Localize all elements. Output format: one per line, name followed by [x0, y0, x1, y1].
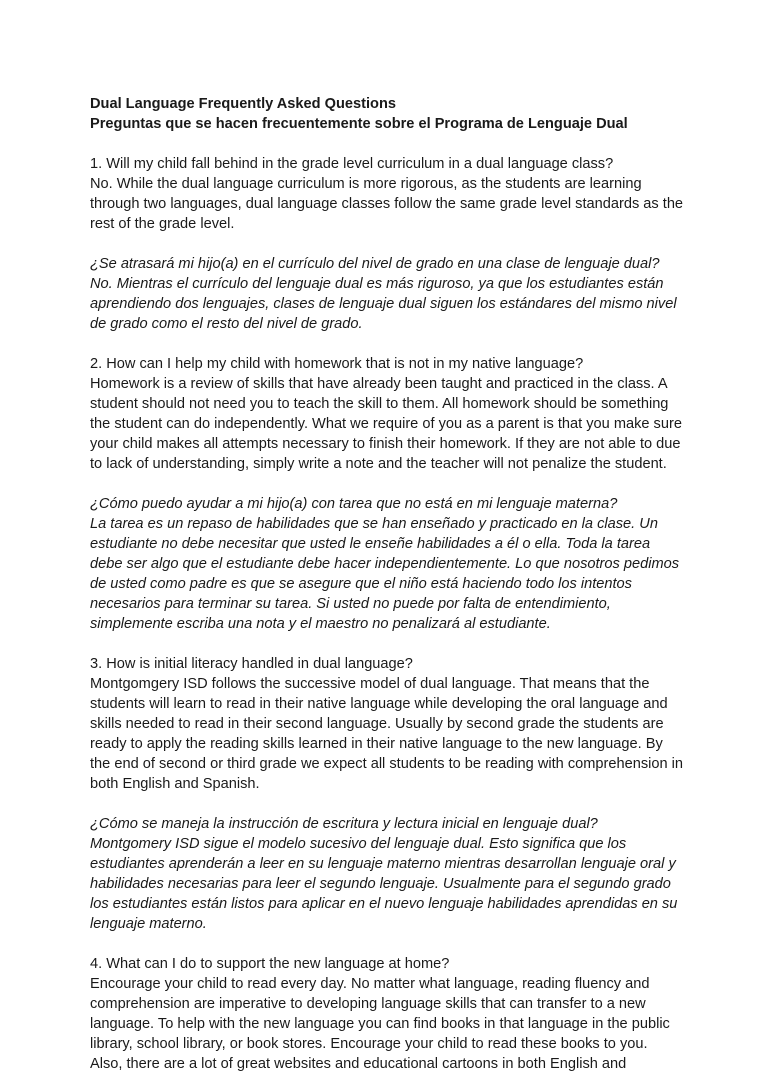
faq-answer-line: to lack of understanding, simply write a note and the teacher will not penalize the student.	[90, 456, 667, 472]
faq-answer-spanish	[90, 254, 730, 334]
faq-answer-line: the student can do independently. What we require of you as a parent is that you make sure	[90, 416, 682, 432]
faq-question: 1. Will my child fall behind in the grade level curriculum in a dual language class?	[90, 156, 614, 172]
faq-answer-line: rest of the grade level.	[90, 216, 235, 232]
faq-answer-line: language. To help with the new language you can find books in that language in the public	[90, 1016, 670, 1032]
faq-answer-line: Montgomgery ISD follows the successive model of dual language. That means that the	[90, 676, 650, 692]
faq-answer-line: simplemente escriba una nota y el maestro no penalizará al estudiante.	[90, 616, 551, 632]
faq-answer-line: necesarios para terminar su tarea. Si usted no puede por falta de entendimiento,	[90, 596, 611, 612]
faq-answer-line: both English and Spanish.	[90, 776, 260, 792]
faq-answer-line: de grado como el resto del nivel de grado.	[90, 316, 363, 332]
faq-answer-spanish	[90, 814, 730, 934]
faq-answer-line: No. Mientras el currículo del lenguaje dual es más riguroso, ya que los estudiantes están	[90, 276, 664, 292]
faq-answer-line: Also, there are a lot of great websites and educational cartoons in both English and	[90, 1056, 627, 1072]
faq-answer-line: through two languages, dual language classes follow the same grade level standards as the	[90, 196, 684, 212]
faq-sections	[90, 134, 730, 1074]
faq-question: ¿Cómo se maneja la instrucción de escritura y lectura inicial en lenguaje dual?	[90, 816, 598, 832]
faq-answer-english	[90, 154, 730, 234]
faq-answer-line: comprehension are imperative to developing language skills that can transfer to a new	[90, 996, 646, 1012]
faq-answer-line: aprendiendo dos lenguajes, clases de lenguaje dual siguen los estándares del mismo nivel	[90, 296, 677, 312]
title-english: Dual Language Frequently Asked Questions	[90, 96, 396, 112]
faq-answer-english	[90, 354, 730, 474]
paragraph-spacer	[90, 234, 730, 254]
faq-answer-line: estudiante no debe necesitar que usted le enseñe habilidades a él o ella. Toda la tarea	[90, 536, 651, 552]
paragraph-spacer	[90, 334, 730, 354]
faq-answer-line: los estudiantes están listos para aplicar en el nuevo lenguaje habilidades aprendidas en su	[90, 896, 678, 912]
paragraph-spacer	[90, 794, 730, 814]
faq-answer-line: La tarea es un repaso de habilidades que se han enseñado y practicado en la clase. Un	[90, 516, 658, 532]
paragraph-spacer	[90, 934, 730, 954]
faq-answer-line: Montgomery ISD sigue el modelo sucesivo del lenguaje dual. Esto significa que los	[90, 836, 627, 852]
faq-question: 4. What can I do to support the new language at home?	[90, 956, 450, 972]
faq-answer-line: de usted como padre es que se asegure que el niño está haciendo todo los intentos	[90, 576, 632, 592]
faq-answer-line: library, school library, or book stores. Encourage your child to read these books to you.	[90, 1036, 648, 1052]
title-spanish: Preguntas que se hacen frecuentemente sobre el Programa de Lenguaje Dual	[90, 116, 628, 132]
faq-answer-line: Homework is a review of skills that have already been taught and practiced in the class. A	[90, 376, 668, 392]
faq-answer-english	[90, 954, 730, 1074]
faq-question: ¿Cómo puedo ayudar a mi hijo(a) con tarea que no está en mi lenguaje materna?	[90, 496, 618, 512]
faq-answer-spanish	[90, 494, 730, 634]
faq-answer-line: the end of second or third grade we expect all students to be reading with comprehension in	[90, 756, 684, 772]
faq-question: ¿Se atrasará mi hijo(a) en el currículo del nivel de grado en una clase de lenguaje dual?	[90, 256, 660, 272]
faq-answer-line: Encourage your child to read every day. No matter what language, reading fluency and	[90, 976, 650, 992]
faq-question: 2. How can I help my child with homework that is not in my native language?	[90, 356, 584, 372]
paragraph-spacer	[90, 634, 730, 654]
faq-answer-line: ready to apply the reading skills learned in their native language to the new language. By	[90, 736, 663, 752]
faq-answer-line: lenguaje materno.	[90, 916, 207, 932]
paragraph-spacer	[90, 474, 730, 494]
paragraph-spacer	[90, 134, 730, 154]
faq-answer-line: habilidades necesarias para leer el segundo lenguaje. Usualmente para el segundo grado	[90, 876, 671, 892]
faq-answer-line: estudiantes aprenderán a leer en su lenguaje materno mientras desarrollan lenguaje oral y	[90, 856, 676, 872]
document-page	[90, 94, 730, 1074]
faq-answer-line: students will learn to read in their native language while developing the oral language and	[90, 696, 668, 712]
faq-answer-line: skills needed to read in their second language. Usually by second grade the students are	[90, 716, 664, 732]
faq-answer-line: No. While the dual language curriculum is more rigorous, as the students are learning	[90, 176, 642, 192]
faq-question: 3. How is initial literacy handled in dual language?	[90, 656, 413, 672]
document-title	[90, 94, 730, 134]
faq-answer-line: debe ser algo que el estudiante debe hacer independientemente. Lo que nosotros pedimos	[90, 556, 680, 572]
faq-answer-line: student should not need you to teach the skill to them. All homework should be something	[90, 396, 669, 412]
faq-answer-line: your child makes all attempts necessary to finish their homework. If they are not able to due	[90, 436, 681, 452]
faq-answer-english	[90, 654, 730, 794]
